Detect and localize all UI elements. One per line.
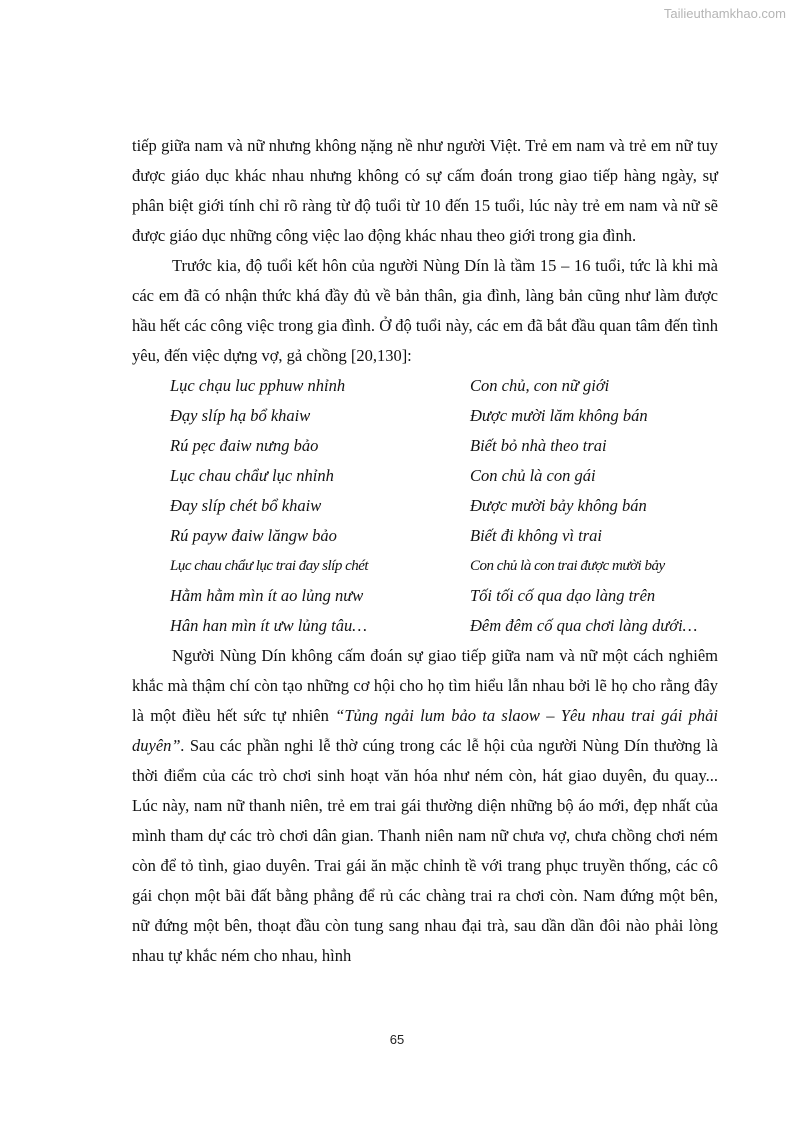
paragraph-1: tiếp giữa nam và nữ nhưng không nặng nề như người Việt. Trẻ em nam và trẻ em nữ tuy được giáo dục khác nhau nhưng không có sự cấm đoán trong giao tiếp hàng ngày, sự phân biệt giới tính chỉ rõ ràng từ độ tuổi từ 10 đến 15 tuổi, lúc này trẻ em nam và nữ sẽ được giáo dục những công việc lao động khác nhau theo giới trong gia đình. <box>132 136 718 245</box>
poem-line-original: Lục chau chẩư lục trai đay slíp chét <box>170 558 369 574</box>
paragraph-2: Trước kia, độ tuổi kết hôn của người Nùng Dín là tầm 15 – 16 tuổi, tức là khi mà các em đã có nhận thức khá đầy đủ về bản thân, gia đình, làng bản cũng như làm được hầu hết các công việc trong gia đình. Ở độ tuổi này, các em đã bắt đầu quan tâm đến tình yêu, đến việc dựng vợ, gả chồng [20,130]: <box>132 256 718 365</box>
poem-line-translation: Tối tối cố qua dạo làng trên <box>470 586 656 605</box>
poem-line-translation: Biết đi không vì trai <box>470 526 602 545</box>
poem-line <box>170 431 718 461</box>
poem-line-translation: Được mười lăm không bán <box>470 406 648 425</box>
document-body <box>132 131 718 971</box>
poem-line <box>170 491 718 521</box>
poem-line <box>170 521 718 551</box>
paragraph-3 <box>132 641 718 971</box>
watermark-text: Tailieuthamkhao.com <box>663 6 786 21</box>
poem-line-original: Hằm hằm mìn ít ao lủng nưw <box>170 586 364 605</box>
poem-line-translation: Con chủ là con gái <box>470 466 596 485</box>
poem-line <box>170 401 718 431</box>
poem-line <box>170 461 718 491</box>
poem-line-translation: Con chủ, con nữ giới <box>470 376 610 395</box>
poem-line <box>170 611 718 641</box>
page-number: 65 <box>389 1032 405 1047</box>
paragraph-3-text-a: Người Nùng Dín không cấm đoán sự giao tiếp giữa nam và nữ một cách nghiêm khắc mà thậm chí còn tạo những cơ hội cho họ tìm hiểu lẫn nhau bởi lẽ họ cho rằng đây là một điều hết sức tự nhiên <box>132 646 718 725</box>
poem-line <box>170 551 718 581</box>
poem-line-translation: Biết bỏ nhà theo trai <box>470 436 607 455</box>
folk-saying-quote: “Tủng ngải lum bảo ta slaow – Yêu nhau trai gái phải duyên”. <box>132 706 719 755</box>
poem-line-original: Đay slíp chét bổ khaiw <box>170 496 322 515</box>
poem-line <box>170 371 718 401</box>
poem-line-original: Rú pẹc đaiw nưng bảo <box>170 436 319 455</box>
paragraph-3-text-b: Sau các phần nghi lễ thờ cúng trong các lễ hội của người Nùng Dín thường là thời điểm của các trò chơi sinh hoạt văn hóa như ném còn, hát giao duyên, đu quay... Lúc này, nam nữ thanh niên, trẻ em trai gái thường diện những bộ áo mới, đẹp nhất của mình tham dự các trò chơi dân gian. Thanh niên nam nữ chưa vợ, chưa chồng chơi ném còn để tỏ tình, giao duyên. Trai gái ăn mặc chỉnh tề với trang phục truyền thống, các cô gái chọn một bãi đất bằng phẳng để rủ các chàng trai ra chơi còn. Nam đứng một bên, nữ đứng một bên, thoạt đầu còn tung sang nhau đại trà, sau dần dần đôi nào phải lòng nhau tự khắc ném cho nhau, hình <box>132 736 718 965</box>
poem-line-original: Rú payw đaiw lăngw bảo <box>170 526 337 545</box>
poem-line-translation: Đêm đêm cố qua chơi làng dưới… <box>470 616 698 635</box>
poem-line-original: Hân han mìn ít ưw lủng tâu… <box>170 616 367 635</box>
folk-poem <box>170 371 718 641</box>
poem-line <box>170 581 718 611</box>
poem-line-original: Lục chạu luc pphuw nhỉnh <box>170 376 346 395</box>
poem-line-original: Đạy slíp hạ bổ khaiw <box>170 406 311 425</box>
poem-line-translation: Được mười bảy không bán <box>470 496 647 515</box>
poem-line-original: Lục chau chẩư lục nhỉnh <box>170 466 334 485</box>
poem-line-translation: Con chủ là con trai được mười bảy <box>470 558 665 574</box>
